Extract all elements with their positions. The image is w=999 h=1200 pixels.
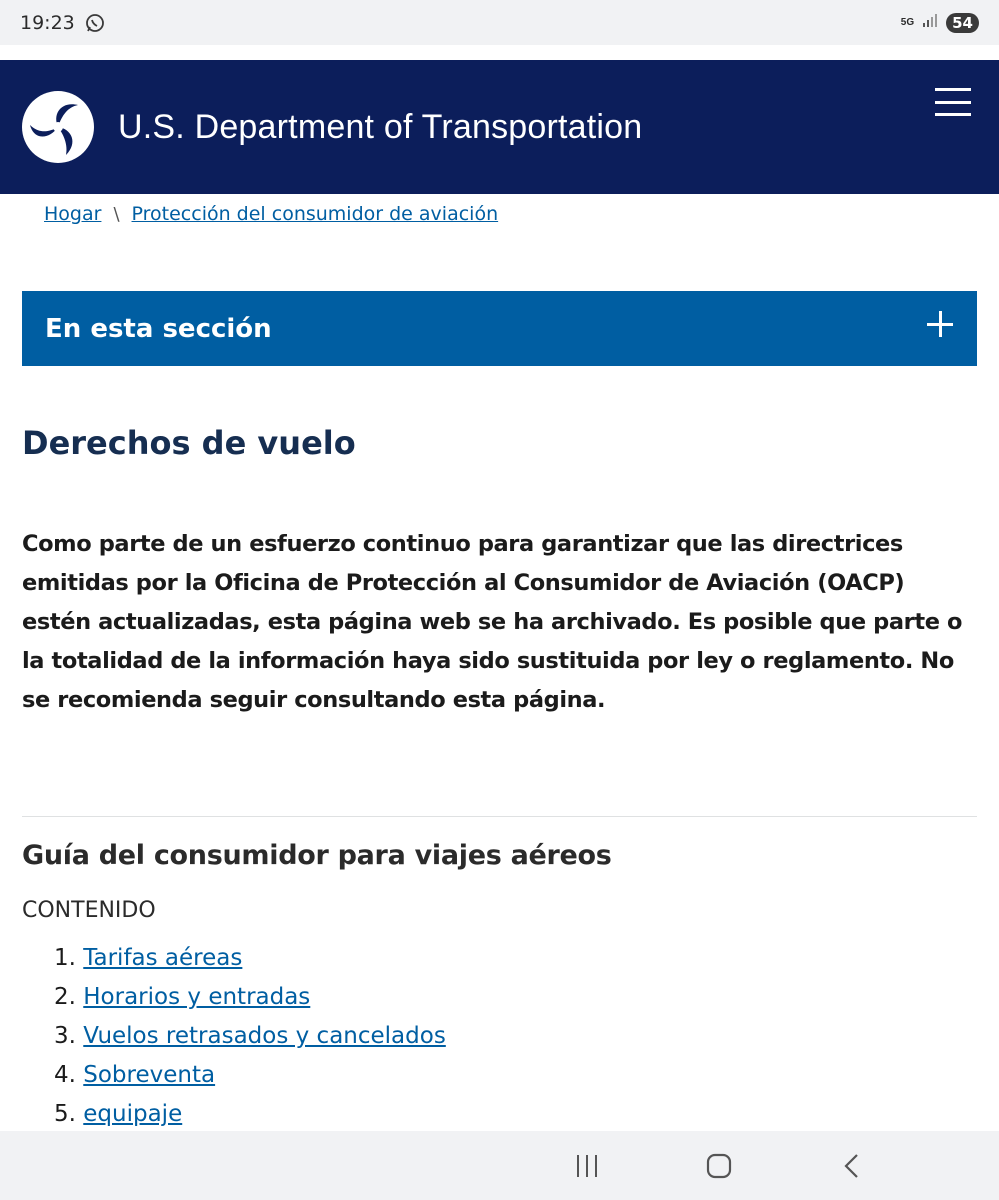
site-header [0,60,999,194]
back-icon[interactable] [842,1153,862,1184]
toc-link-tarifas[interactable]: Tarifas aéreas [83,945,243,971]
status-gap [0,45,999,60]
toc-item: 3. Vuelos retrasados y cancelados [54,1023,446,1049]
home-icon[interactable] [706,1153,732,1184]
toc-link-vuelos-retrasados[interactable]: Vuelos retrasados y cancelados [83,1023,446,1049]
recents-icon[interactable] [575,1153,599,1184]
site-title[interactable]: U.S. Department of Transportation [118,107,643,146]
system-nav-bar [0,1131,999,1200]
status-bar [0,0,999,45]
page-title: Derechos de vuelo [22,424,356,462]
in-this-section-accordion[interactable] [22,291,977,366]
hamburger-menu-icon[interactable] [935,88,971,116]
divider [22,816,977,817]
breadcrumb-current-link[interactable]: Protección del consumidor de aviación [131,203,499,225]
breadcrumb [44,203,498,225]
toc-link-sobreventa[interactable]: Sobreventa [83,1062,216,1088]
toc-item: 5. equipaje [54,1101,183,1127]
toc-item: 4. Sobreventa [54,1062,216,1088]
toc-item: 1. Tarifas aéreas [54,945,243,971]
contents-label: CONTENIDO [22,898,156,923]
accordion-label: En esta sección [45,313,272,344]
toc-link-equipaje[interactable]: equipaje [83,1101,183,1127]
whatsapp-icon [85,13,105,33]
toc-link-horarios[interactable]: Horarios y entradas [83,984,311,1010]
breadcrumb-home-link[interactable]: Hogar [44,203,102,225]
archive-notice: Como parte de un esfuerzo continuo para garantizar que las directrices emitidas por la Oficina de Protección al Consumidor de Aviación (OACP) estén actualizadas, esta página web se ha archivado. Es posible que parte o la totalidad de la información haya sido sustituida por ley o reglamento. No se recomienda seguir consultando esta página. [22,531,963,713]
status-time: 19:23 [20,11,75,34]
guide-title: Guía del consumidor para viajes aéreos [22,840,612,871]
signal-icon [922,12,938,34]
breadcrumb-separator: \ [113,203,120,225]
network-5g-indicator: 5G [900,16,915,28]
toc-item: 2. Horarios y entradas [54,984,311,1010]
battery-indicator: 54 [946,13,979,33]
table-of-contents [54,939,446,1134]
dot-logo-icon[interactable] [22,91,94,163]
plus-icon[interactable] [927,311,953,337]
